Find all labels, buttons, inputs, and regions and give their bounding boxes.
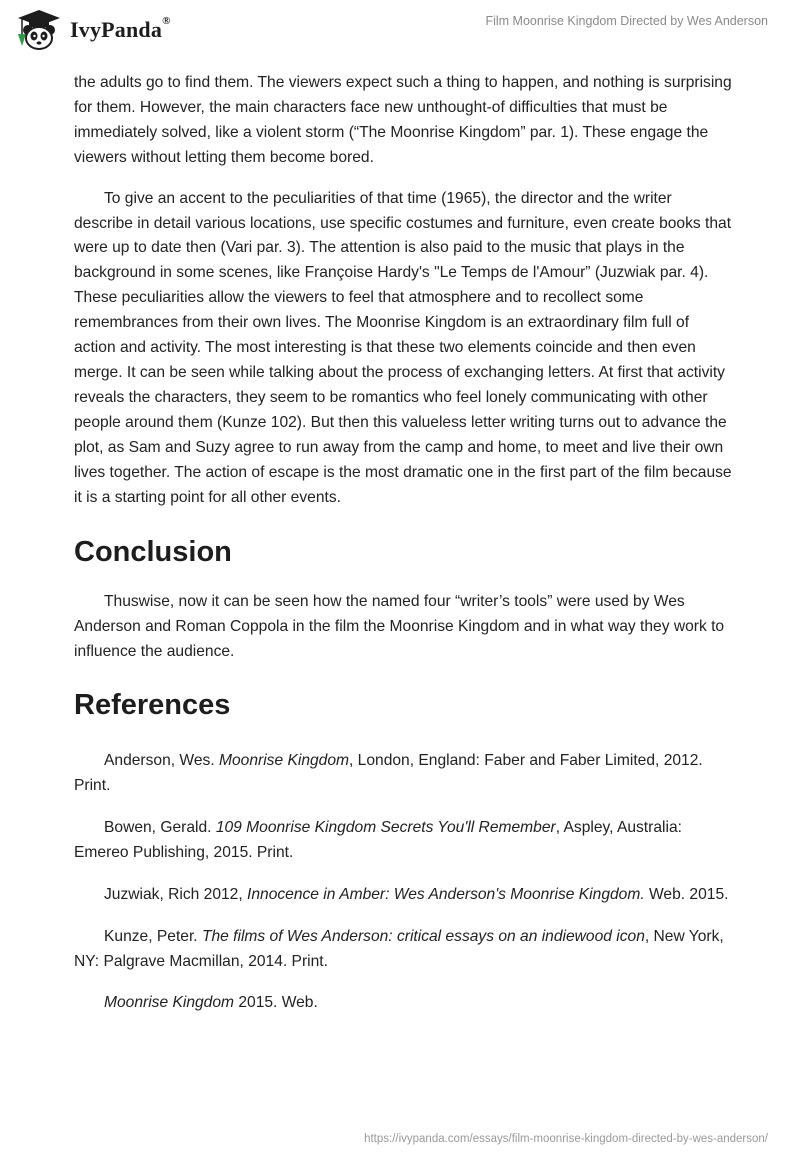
brand-name: IvyPanda® [70, 15, 171, 42]
reference-item: Juzwiak, Rich 2012, Innocence in Amber: Wes Anderson's Moonrise Kingdom. Web. 2015. [104, 885, 729, 903]
essay-content [74, 71, 734, 1033]
body-paragraph: To give an accent to the peculiarities of that time (1965), the director and the writer describe in detail various locations, use specific costumes and furniture, even create books that were up to date then (Vari par. 3). The attention is also paid to the music that plays in the background in some scenes, like Françoise Hardy's "Le Temps de l'Amour” (Juzwiak par. 4). These peculiarities allow the viewers to feel that atmosphere and to recollect some remembrances from their own lives. The Moonrise Kingdom is an extraordinary film full of action and activity. The most interesting is that these two elements coincide and then even merge. It can be seen while talking about the process of exchanging letters. At first that activity reveals the characters, they seem to be romantics who feel lonely communicating with other people around them (Kunze 102). But then this valueless letter writing turns out to advance the plot, as Sam and Suzy agree to run away from the camp and home, to meet and live their own lives together. The action of escape is the most dramatic one in the first part of the film because it is a starting point for all other events. [74, 189, 732, 506]
body-paragraph: the adults go to find them. The viewers expect such a thing to happen, and nothing is surprising for them. However, the main characters face new unthought-of difficulties that must be immediately solved, like a violent storm (“The Moonrise Kingdom” par. 1). These engage the viewers without letting them become bored. [74, 74, 732, 166]
conclusion-heading: Conclusion [74, 536, 232, 569]
panda-graduate-icon [14, 8, 64, 52]
source-url[interactable]: https://ivypanda.com/essays/film-moonrise-kingdom-directed-by-wes-anderson/ [364, 1133, 768, 1145]
page-header [0, 0, 800, 70]
reference-item: Anderson, Wes. Moonrise Kingdom, London, England: Faber and Faber Limited, 2012. Print. [74, 752, 703, 795]
conclusion-paragraph: Thuswise, now it can be seen how the named four “writer’s tools” were used by Wes Anderson and Roman Coppola in the film the Moonrise Kingdom and in what way they work to influence the audience. [74, 593, 725, 661]
document-title: Film Moonrise Kingdom Directed by Wes Anderson [485, 14, 768, 28]
reference-item: Moonrise Kingdom 2015. Web. [104, 994, 318, 1012]
ivypanda-logo[interactable] [14, 8, 171, 52]
reference-list [74, 749, 734, 1016]
references-heading: References [74, 689, 231, 722]
reference-item: Bowen, Gerald. 109 Moonrise Kingdom Secrets You'll Remember, Aspley, Australia: Emereo Publishing, 2015. Print. [74, 818, 682, 861]
reference-item: Kunze, Peter. The films of Wes Anderson: critical essays on an indiewood icon, New York, NY: Palgrave Macmillan, 2014. Print. [74, 927, 724, 970]
